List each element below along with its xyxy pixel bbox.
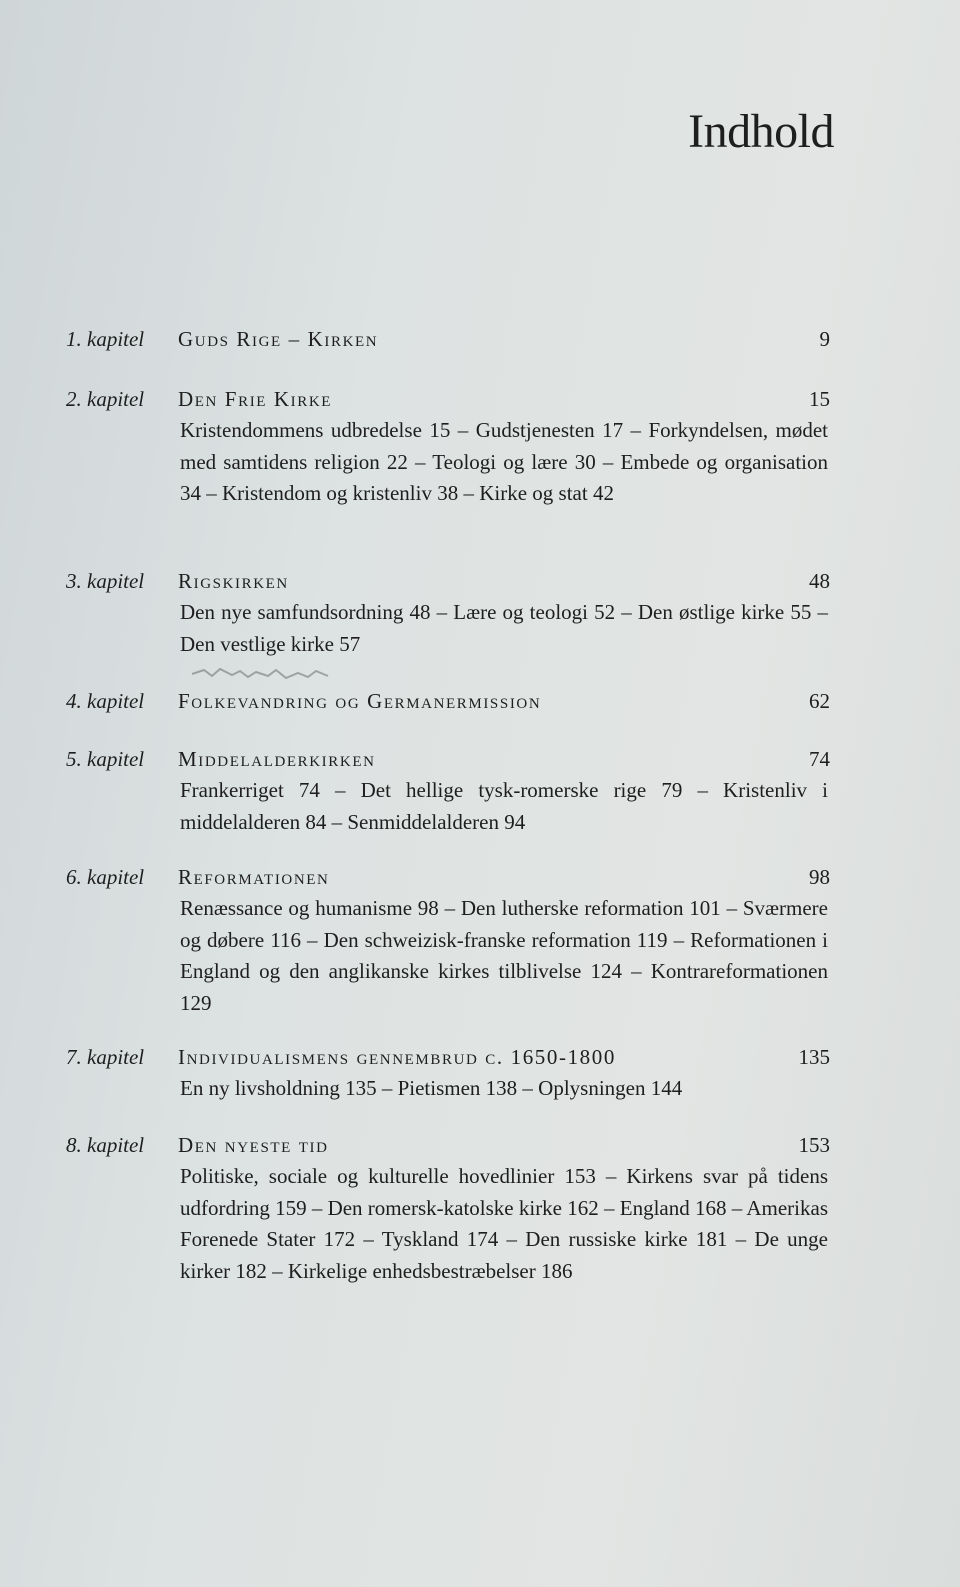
chapter-page-number: 62 <box>809 689 830 713</box>
chapter-description: En ny livsholdning 135 – Pietismen 138 – Oplysningen 144 <box>180 1076 683 1100</box>
chapter-description: Kristendommens udbredelse 15 – Gudstjenesten 17 – Forkyndelsen, mødet med samtidens religion 22 – Teologi og lære 30 – Embede og organisation 34 – Kristendom og kristenliv 38 – Kirke og stat 42 <box>180 418 828 505</box>
chapter-label: 3. kapitel <box>66 569 145 593</box>
chapter-title: Individualismens gennembrud c. 1650-1800 <box>178 1045 616 1069</box>
ink-smudge-mark <box>190 664 330 682</box>
chapter-label: 6. kapitel <box>66 865 145 889</box>
chapter-page-number: 74 <box>809 747 830 771</box>
chapter-label: 7. kapitel <box>66 1045 145 1069</box>
chapter-page-number: 135 <box>798 1045 830 1069</box>
chapter-page-number: 98 <box>809 865 830 889</box>
chapter-label: 4. kapitel <box>66 689 145 713</box>
chapter-page-number: 9 <box>819 327 830 351</box>
page-title: Indhold <box>688 105 834 158</box>
chapter-title: Rigskirken <box>178 569 289 593</box>
chapter-label: 8. kapitel <box>66 1133 145 1157</box>
chapter-description: Den nye samfundsordning 48 – Lære og teologi 52 – Den østlige kirke 55 – Den vestlige kirke 57 <box>180 600 828 656</box>
chapter-label: 1. kapitel <box>66 327 145 351</box>
chapter-description: Frankerriget 74 – Det hellige tysk-romerske rige 79 – Kristenliv i middelalderen 84 – Senmiddelalderen 94 <box>180 778 828 834</box>
chapter-title: Den Frie Kirke <box>178 387 333 411</box>
chapter-title: Folkevandring og Germanermission <box>178 689 542 713</box>
chapter-label: 5. kapitel <box>66 747 145 771</box>
chapter-title: Guds Rige – Kirken <box>178 327 379 351</box>
chapter-description: Politiske, sociale og kulturelle hovedlinier 153 – Kirkens svar på tidens udfordring 159 – Den romersk-katolske kirke 162 – England 168 – Amerikas Forenede Stater 172 – Tyskland 174 – Den russiske kirke 181 – De unge kirker 182 – Kirkelige enhedsbestræbelser 186 <box>180 1164 828 1283</box>
chapter-page-number: 48 <box>809 569 830 593</box>
chapter-page-number: 153 <box>798 1133 830 1157</box>
chapter-page-number: 15 <box>809 387 830 411</box>
chapter-label: 2. kapitel <box>66 387 145 411</box>
chapter-title: Reformationen <box>178 865 330 889</box>
chapter-title: Middelalderkirken <box>178 747 376 771</box>
chapter-description: Renæssance og humanisme 98 – Den lutherske reformation 101 – Sværmere og døbere 116 – Den schweizisk-franske reformation 119 – Reformationen i England og den anglikanske kirkes tilblivelse 124 – Kontrareformationen 129 <box>180 896 828 1015</box>
chapter-title: Den nyeste tid <box>178 1133 329 1157</box>
